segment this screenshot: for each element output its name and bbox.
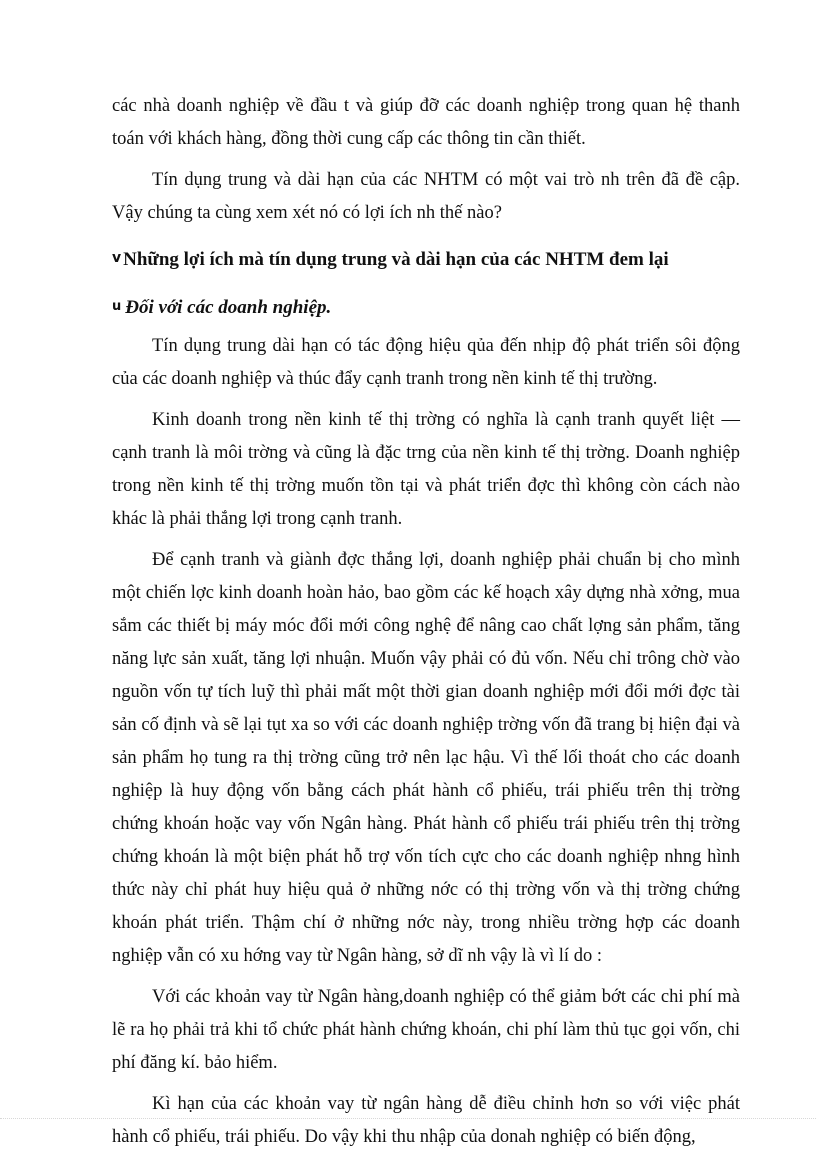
- paragraph-role-summary: Tín dụng trung và dài hạn của các NHTM có một vai trò nh trên đã đề cập. Vậy chúng ta cùng xem xét nó có lợi ích nh thế nào?: [112, 170, 740, 223]
- section-heading: [112, 242, 740, 276]
- paragraph-continuation: các nhà doanh nghiệp về đầu t và giúp đỡ các doanh nghiệp trong quan hệ thanh toán với khách hàng, đồng thời cung cấp các thông tin cần thiết.: [112, 96, 740, 149]
- paragraph-capital-strategy: Để cạnh tranh và giành đợc thắng lợi, doanh nghiệp phải chuẩn bị cho mình một chiến lợc kinh doanh hoàn hảo, bao gồm các kế hoạch xây dựng nhà xởng, mua sắm các thiết bị máy móc đổi mới công nghệ để nâng cao chất lợng sản phẩm, tăng năng lực sản xuất, tăng lợi nhuận. Muốn vậy phải có đủ vốn. Nếu chỉ trông chờ vào nguồn vốn tự tích luỹ thì phải mất một thời gian doanh nghiệp mới đổi mới đợc tài sản cố định và sẽ lại tụt xa so với các doanh nghiệp trờng vốn đã trang bị hiện đại và sản phẩm họ tung ra thị trờng cũng trở nên lạc hậu. Vì thế lối thoát cho các doanh nghiệp là huy động vốn bằng cách phát hành cổ phiếu, trái phiếu trên thị trờng chứng khoán hoặc vay vốn Ngân hàng. Phát hành cổ phiếu trái phiếu trên thị trờng chứng khoán là một biện phát hỗ trợ vốn tích cực cho các doanh nghiệp nhng hình thức này chỉ phát huy hiệu quả ở những nớc có thị trờng vốn và thị trờng chứng khoán phát triển. Thậm chí ở những nớc này, trong nhiều trờng hợp các doanh nghiệp vẫn có xu hớng vay từ Ngân hàng, sở dĩ nh vậy là vì lí do :: [112, 550, 740, 966]
- paragraph-competition: Kinh doanh trong nền kinh tế thị trờng có nghĩa là cạnh tranh quyết liệt — cạnh tranh là môi trờng và cũng là đặc trng của nền kinh tế thị trờng. Doanh nghiệp trong nền kinh tế thị trờng muốn tồn tại và phát triển đợc thì không còn cách nào khác là phải thắng lợi trong cạnh tranh.: [112, 410, 740, 529]
- paragraph-loan-terms: Kì hạn của các khoản vay từ ngân hàng dễ điều chỉnh hơn so với việc phát hành cổ phiếu, trái phiếu. Do vậy khi thu nhập của donah nghiệp có biến động,: [112, 1094, 740, 1147]
- page-bottom-divider: [0, 1118, 816, 1119]
- paragraph-impact: Tín dụng trung dài hạn có tác động hiệu qủa đến nhịp độ phát triển sôi động của các doanh nghiệp và thúc đẩy cạnh tranh trong nền kinh tế thị trường.: [112, 336, 740, 389]
- subsection-heading-text: Đối với các doanh nghiệp.: [125, 297, 332, 318]
- section-heading-text: Những lợi ích mà tín dụng trung và dài hạn của các NHTM đem lại: [123, 249, 669, 270]
- heading-bullet-icon: v: [112, 250, 122, 266]
- document-body: [112, 90, 740, 1162]
- paragraph-loan-costs: Với các khoản vay từ Ngân hàng,doanh nghiệp có thể giảm bớt các chi phí mà lẽ ra họ phải trả khi tổ chức phát hành chứng khoán, chi phí làm thủ tục gọi vốn, chi phí đăng kí. bảo hiểm.: [112, 987, 740, 1073]
- subheading-bullet-icon: u: [112, 299, 122, 314]
- subsection-heading: [112, 290, 740, 324]
